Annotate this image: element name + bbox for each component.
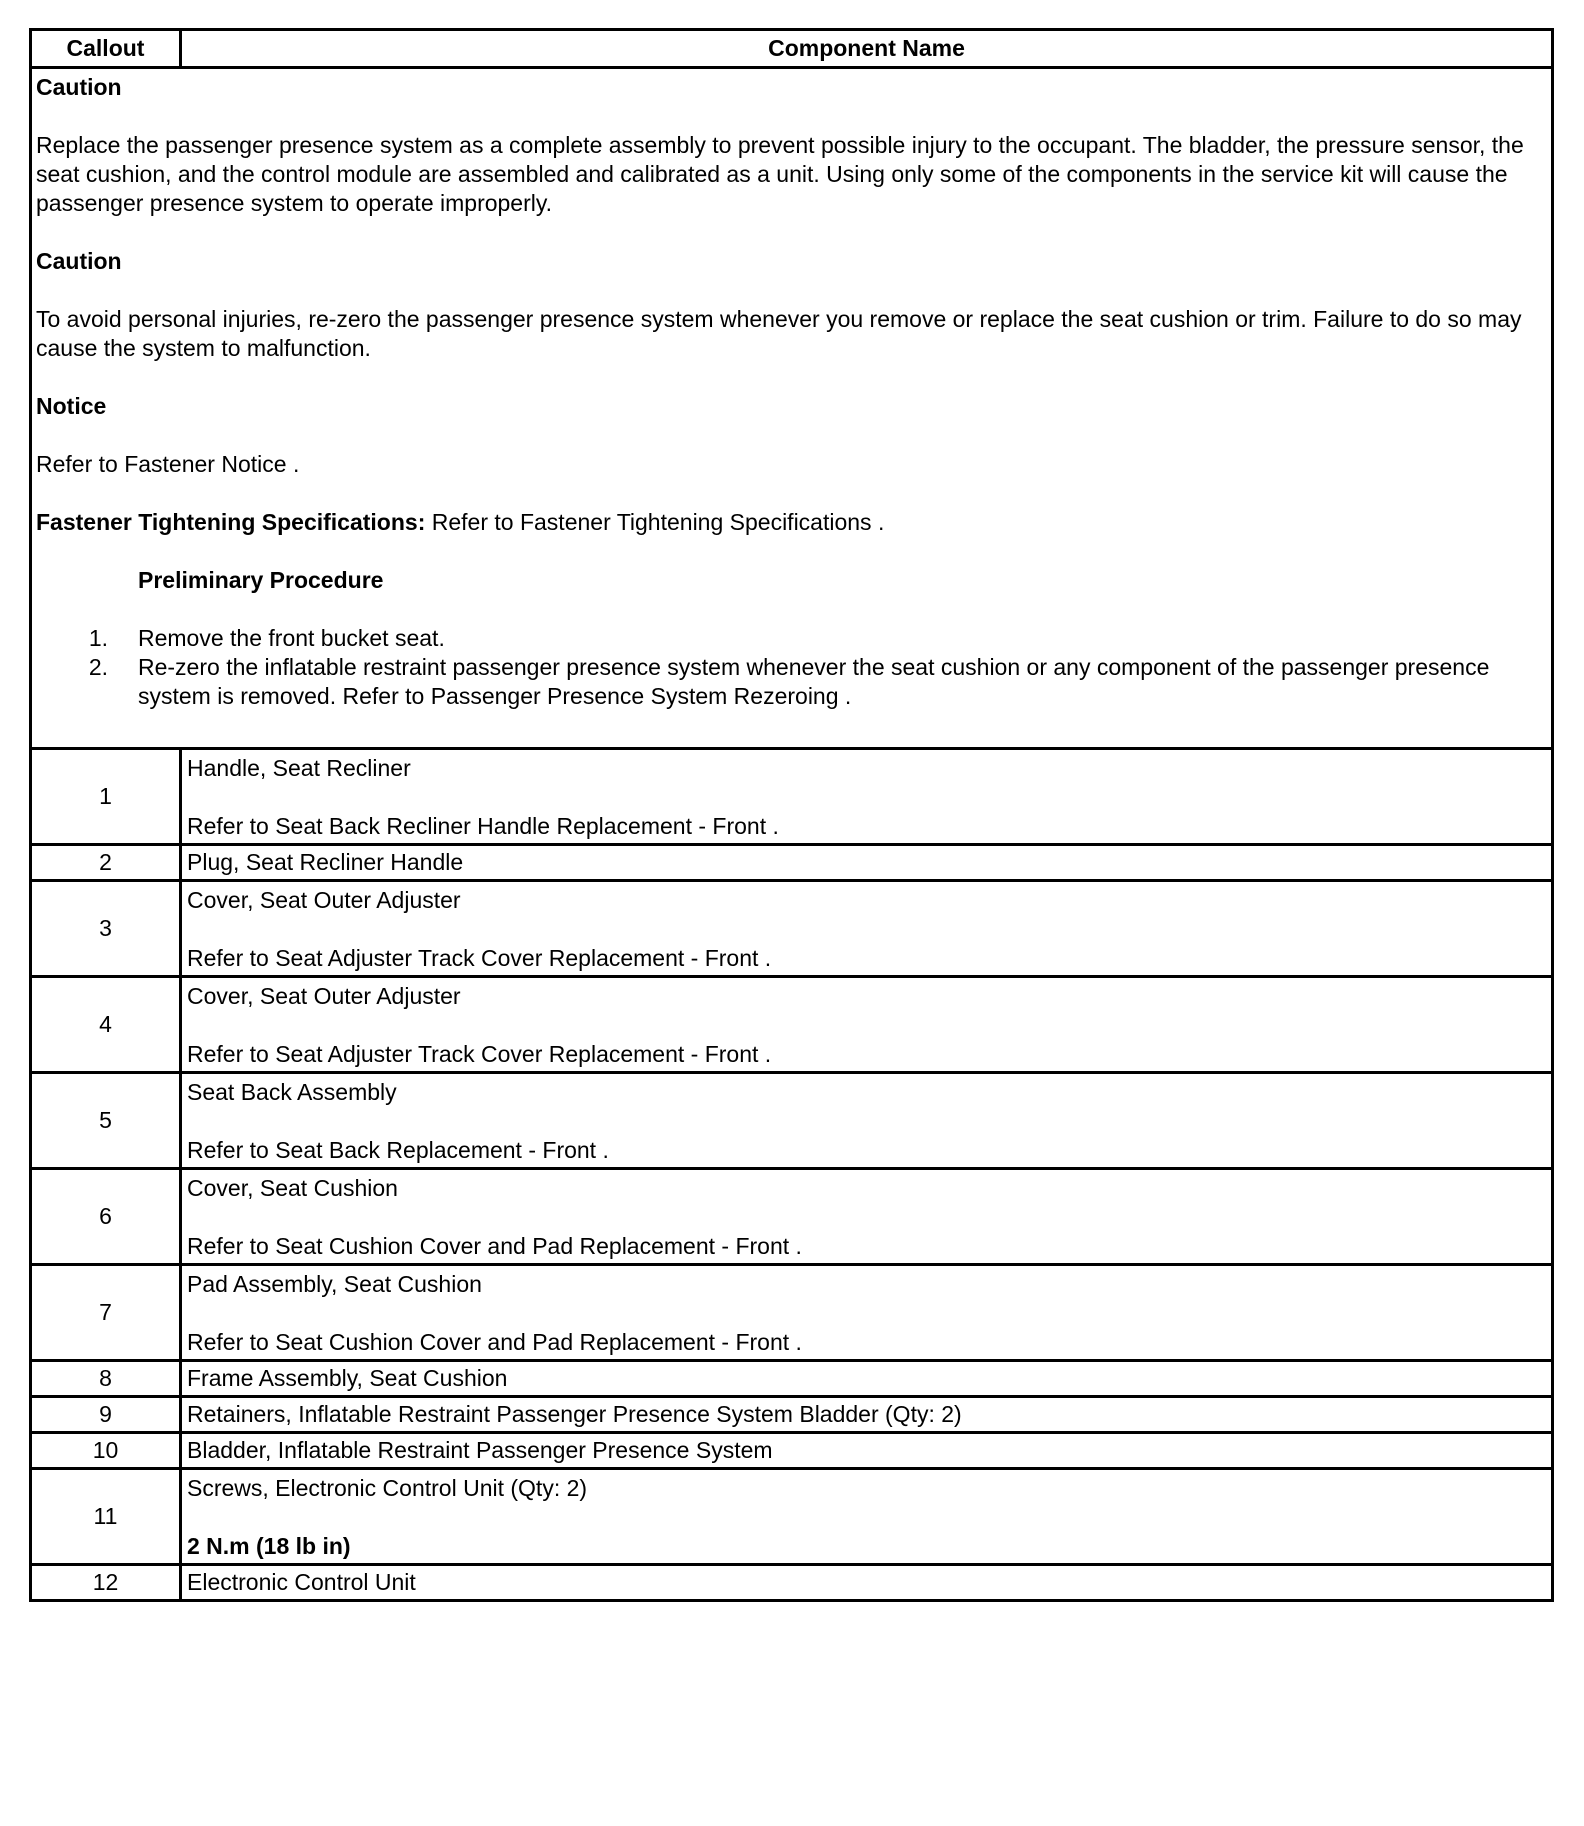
procedure-reference: Refer to Seat Cushion Cover and Pad Replacement - Front . — [187, 1329, 802, 1355]
component-name: Cover, Seat Cushion — [187, 1175, 398, 1201]
procedure-reference: Refer to Seat Adjuster Track Cover Replacement - Front . — [187, 1041, 772, 1067]
notice-text: Refer to Fastener Notice . — [36, 451, 300, 477]
procedure-reference: Refer to Seat Cushion Cover and Pad Replacement - Front . — [187, 1233, 802, 1259]
component-name: Screws, Electronic Control Unit (Qty: 2) — [187, 1475, 588, 1501]
procedure-reference: Refer to Seat Adjuster Track Cover Replacement - Front . — [187, 945, 772, 971]
callout-number: 4 — [31, 977, 181, 1073]
step-text: Remove the front bucket seat. — [138, 625, 445, 651]
table-row — [31, 881, 1553, 977]
procedure-reference: Refer to Seat Back Replacement - Front . — [187, 1137, 609, 1163]
caution-text: To avoid personal injuries, re-zero the passenger presence system whenever you remove or replace the seat cushion or trim. Failure to do so may cause the system to malfunction. — [36, 306, 1522, 361]
callout-number: 11 — [31, 1469, 181, 1565]
callout-number: 5 — [31, 1073, 181, 1169]
torque-spec: 2 N.m (18 lb in) — [187, 1533, 351, 1559]
table-row — [31, 1169, 1553, 1265]
component-cell — [181, 1469, 1553, 1565]
intro-row — [31, 68, 1553, 749]
component-name: Seat Back Assembly — [187, 1079, 397, 1105]
callout-number: 2 — [31, 845, 181, 881]
table-row — [31, 1469, 1553, 1565]
table-header-row — [31, 30, 1553, 68]
procedure-step — [36, 653, 1547, 711]
callout-number: 10 — [31, 1433, 181, 1469]
callout-number: 9 — [31, 1397, 181, 1433]
procedure-steps — [36, 624, 1547, 711]
component-cell — [181, 749, 1553, 845]
step-number: 2. — [88, 654, 108, 680]
component-table — [29, 28, 1554, 1602]
component-name: Cover, Seat Outer Adjuster — [187, 887, 461, 913]
component-cell — [181, 1265, 1553, 1361]
fastener-spec-label: Fastener Tightening Specifications: — [36, 509, 426, 535]
component-cell — [181, 977, 1553, 1073]
callout-number: 6 — [31, 1169, 181, 1265]
fastener-spec-line — [36, 508, 1547, 537]
table-row — [31, 749, 1553, 845]
procedure-step — [36, 624, 1547, 653]
table-row — [31, 845, 1553, 881]
callout-number: 8 — [31, 1361, 181, 1397]
callout-number: 7 — [31, 1265, 181, 1361]
fastener-spec-text: Refer to Fastener Tightening Specifications . — [425, 509, 885, 535]
table-row — [31, 1265, 1553, 1361]
table-row — [31, 1397, 1553, 1433]
callout-number: 12 — [31, 1565, 181, 1601]
component-name: Electronic Control Unit — [181, 1565, 1553, 1601]
component-name: Pad Assembly, Seat Cushion — [187, 1271, 482, 1297]
caution-title: Caution — [36, 248, 122, 274]
table-row — [31, 1433, 1553, 1469]
caution-title: Caution — [36, 74, 122, 100]
step-number: 1. — [88, 625, 108, 651]
table-row — [31, 1565, 1553, 1601]
table-row — [31, 1073, 1553, 1169]
component-name: Bladder, Inflatable Restraint Passenger Presence System — [181, 1433, 1553, 1469]
procedure-reference: Refer to Seat Back Recliner Handle Replacement - Front . — [187, 813, 779, 839]
procedure-title: Preliminary Procedure — [138, 567, 384, 593]
intro-cell — [31, 68, 1553, 749]
callout-number: 1 — [31, 749, 181, 845]
component-name: Cover, Seat Outer Adjuster — [187, 983, 461, 1009]
component-name: Retainers, Inflatable Restraint Passenger Presence System Bladder (Qty: 2) — [181, 1397, 1553, 1433]
component-cell — [181, 881, 1553, 977]
component-cell — [181, 1073, 1553, 1169]
callout-column-header: Callout — [31, 30, 181, 68]
component-name: Handle, Seat Recliner — [187, 755, 411, 781]
step-text: Re-zero the inflatable restraint passenger presence system whenever the seat cushion or any component of the passenger presence system is removed. Refer to Passenger Presence System Rezeroing . — [138, 654, 1490, 709]
table-row — [31, 1361, 1553, 1397]
component-cell — [181, 1169, 1553, 1265]
notice-title: Notice — [36, 393, 107, 419]
component-column-header: Component Name — [181, 30, 1553, 68]
table-row — [31, 977, 1553, 1073]
caution-text: Replace the passenger presence system as a complete assembly to prevent possible injury to the occupant. The bladder, the pressure sensor, the seat cushion, and the control module are assembled and calibrated as a unit. Using only some of the components in the service kit will cause the passenger presence system to operate improperly. — [36, 132, 1524, 216]
callout-number: 3 — [31, 881, 181, 977]
component-name: Plug, Seat Recliner Handle — [181, 845, 1553, 881]
component-name: Frame Assembly, Seat Cushion — [181, 1361, 1553, 1397]
